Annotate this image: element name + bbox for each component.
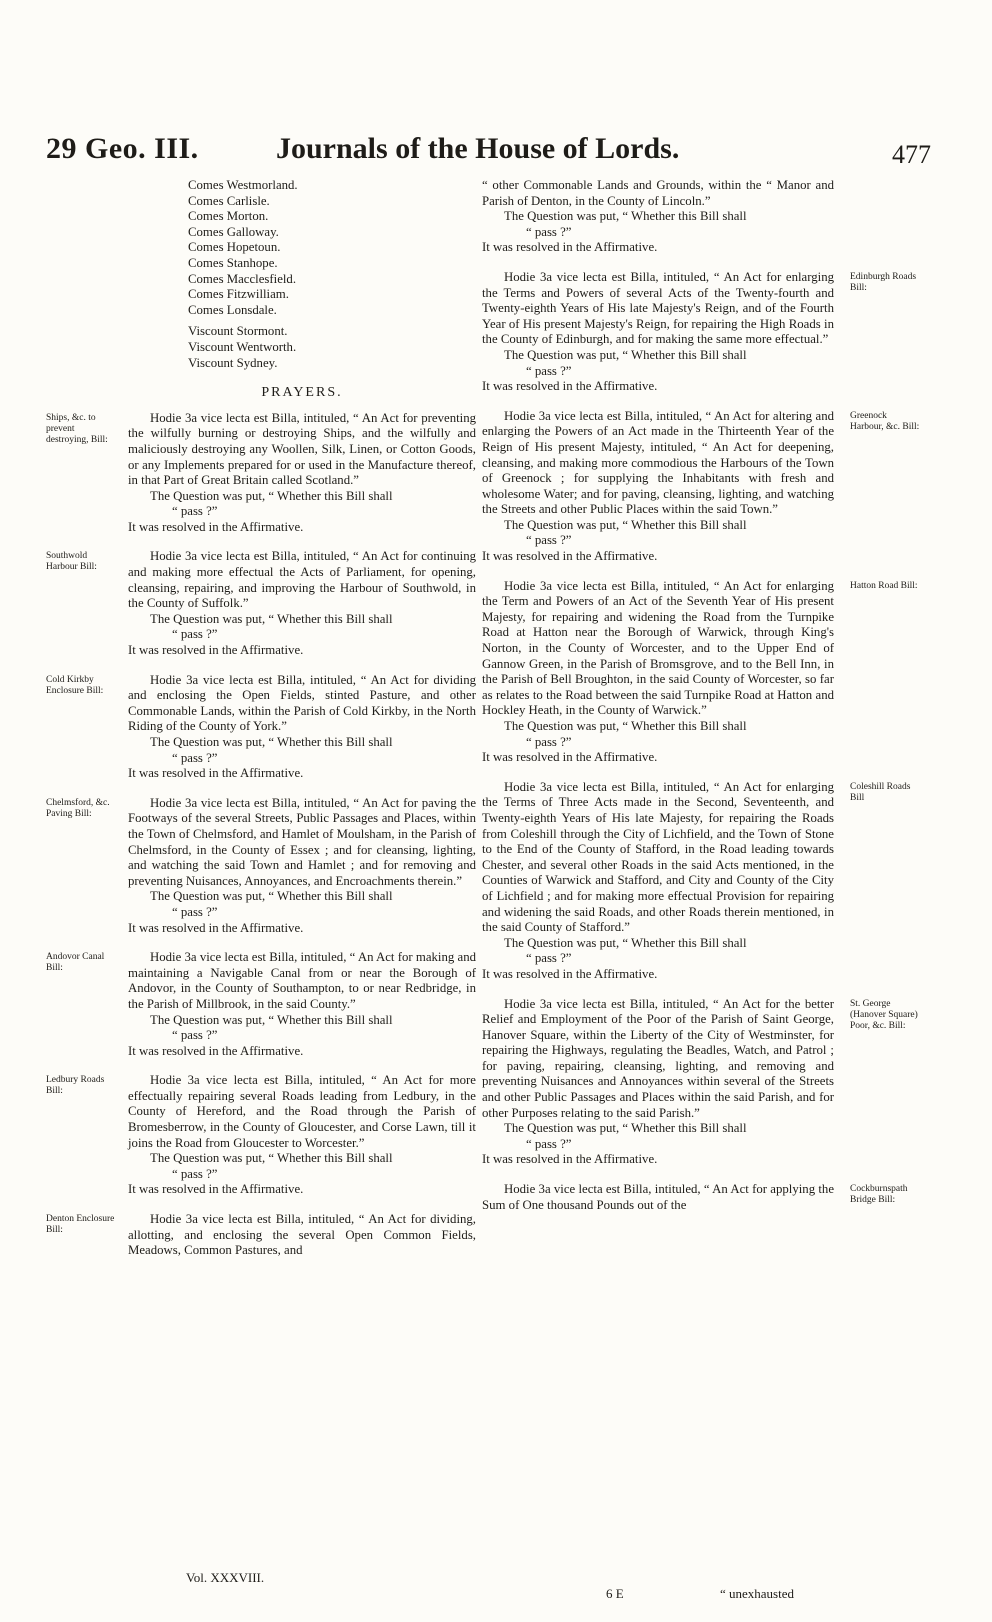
bill-entry — [482, 779, 911, 983]
name-line: Comes Carlisle. — [188, 193, 270, 208]
bill-entry — [46, 950, 476, 1059]
bill-entry — [46, 795, 476, 936]
name-line: Comes Morton. — [188, 209, 269, 224]
name-line: Comes Stanhope. — [188, 255, 278, 270]
bill-entry — [482, 269, 917, 395]
resolution: It was resolved in the Affirmative. — [128, 519, 304, 534]
margin-note: Ledbury Roads Bill: — [46, 1075, 105, 1097]
resolution: It was resolved in the Affirmative. — [482, 966, 658, 981]
bill-text: Hodie 3a vice lecta est Billa, intituled, “ An Act for altering and enlarging the Powers of an Act made in the Thirteenth Year of the Reign of His present Majesty, intituled, “ An Act for deepening, cleansing, and making more commodious the Harbours of the Town of Greenock ; for supplying the Inhabitants with fresh and wholesome Water; and for paving, cleansing, lighting, and watching the Streets and other Public Places within the said Town.” — [482, 408, 834, 517]
margin-note: Chelmsford, &c. Paving Bill: — [46, 797, 110, 819]
question-line: “ pass ?” — [526, 951, 572, 966]
catchword: “ unexhausted — [720, 1586, 795, 1601]
question-line: The Question was put, “ Whether this Bill shall — [504, 517, 747, 532]
resolution: It was resolved in the Affirmative. — [482, 379, 658, 394]
margin-note: St. George (Hanover Square) Poor, &c. Bill: — [850, 998, 918, 1031]
viscount-line: Viscount Stormont. — [188, 324, 288, 339]
bill-text: Hodie 3a vice lecta est Billa, intituled, “ An Act for applying the Sum of One thousand Pounds out of the — [482, 1182, 834, 1212]
bill-text: Hodie 3a vice lecta est Billa, intituled, “ An Act for making and maintaining a Navigable Canal from or near the Borough of Andovor, in the County of Southampton, to or near Redbridge, in the Parish of Millbrook, in the said County.” — [128, 950, 476, 1011]
question-line: The Question was put, “ Whether this Bill shall — [150, 889, 393, 904]
bill-entry — [482, 1182, 908, 1213]
margin-note: Hatton Road Bill: — [850, 580, 918, 591]
question-line: “ pass ?” — [526, 533, 572, 548]
margin-note: Coleshill Roads Bill — [850, 781, 911, 803]
bill-text: Hodie 3a vice lecta est Billa, intituled, “ An Act for dividing and enclosing the Open Fields, stinted Pasture, and other Commonable Lands, within the Parish of Cold Kirkby, in the North Riding of the County of York.” — [128, 672, 476, 734]
question-line: “ pass ?” — [526, 734, 572, 749]
bill-text: Hodie 3a vice lecta est Billa, intituled, “ An Act for the better Relief and Employment of the Poor of the Parish of Saint George, Hanover Square, within the Liberty of the City of Westminster, for repairing the Highways, regulating the Beadles, Watch, and Patrol ; for paving, repairing, cleansing, lighting, and removing and preventing Nuisances and Annoyances within several of the Streets and other Public Passages and Places within the said Parish, and for other Purposes relating to the said Parish.” — [482, 996, 834, 1120]
question-line: “ pass ?” — [172, 504, 218, 519]
question-line: “ pass ?” — [526, 224, 572, 239]
question-line: “ pass ?” — [172, 627, 218, 642]
question-line: “ pass ?” — [172, 1028, 218, 1043]
resolution: It was resolved in the Affirmative. — [482, 1152, 658, 1167]
margin-note: Edinburgh Roads Bill: — [850, 271, 917, 293]
question-line: The Question was put, “ Whether this Bill shall — [504, 1121, 747, 1136]
bill-text: “ other Commonable Lands and Grounds, within the “ Manor and Parish of Denton, in the County of Lincoln.” — [482, 178, 834, 208]
resolution: It was resolved in the Affirmative. — [482, 240, 658, 255]
resolution: It was resolved in the Affirmative. — [128, 766, 304, 781]
bill-text: Hodie 3a vice lecta est Billa, intituled, “ An Act for continuing and making more effectual the Acts of Parliament, for opening, cleansing, repairing, and improving the Harbour of Southwold, in the County of Suffolk.” — [128, 549, 476, 611]
question-line: The Question was put, “ Whether this Bill shall — [504, 935, 747, 950]
bill-text: Hodie 3a vice lecta est Billa, intituled, “ An Act for paving the Footways of the several Streets, Public Passages and Places, within the Town of Chelmsford, and Hamlet of Moulsham, in the Parish of Chelmsford, in the County of Essex ; and for cleansing, lighting, and watching the said Town and Hamlet ; and for removing and preventing Nuisances, Annoyances, and Encroachments therein.” — [128, 795, 476, 888]
name-line: Comes Hopetoun. — [188, 240, 281, 255]
margin-note: Cold Kirkby Enclosure Bill: — [46, 674, 104, 696]
bill-entry — [46, 549, 476, 658]
margin-note: Denton Enclosure Bill: — [46, 1214, 115, 1236]
bill-text: Hodie 3a vice lecta est Billa, intituled, “ An Act for enlarging the Terms and Powers of several Acts of the Twenty-fourth and Twenty-eighth Years of His late Majesty's Reign, and of the Fourth Year of His present Majesty's Reign, for repairing the High Roads in the County of Edinburgh, and for making the same more effectual.” — [482, 269, 834, 347]
question-line: The Question was put, “ Whether this Bill shall — [504, 209, 747, 224]
name-line: Comes Lonsdale. — [188, 302, 277, 317]
left-column — [46, 178, 476, 1273]
resolution: It was resolved in the Affirmative. — [482, 750, 658, 765]
question-line: The Question was put, “ Whether this Bill shall — [150, 488, 393, 503]
margin-note: Cockburnspath Bridge Bill: — [850, 1184, 908, 1206]
name-line: Comes Fitzwilliam. — [188, 287, 289, 302]
margin-note: Southwold Harbour Bill: — [46, 551, 97, 573]
bill-text: Hodie 3a vice lecta est Billa, intituled, “ An Act for dividing, allotting, and enclosing the several Open Common Fields, Meadows, Common Pastures, and — [128, 1212, 476, 1258]
bill-entry — [482, 408, 920, 565]
bill-continuation — [482, 178, 834, 256]
name-line: Comes Westmorland. — [188, 178, 298, 192]
margin-note: Ships, &c. to prevent destroying, Bill: — [46, 412, 108, 445]
bill-text: Hodie 3a vice lecta est Billa, intituled, “ An Act for enlarging the Terms of Three Acts made in the Second, Seventeenth, and Twenty-eighth Years of His late Majesty, for repairing the Roads from Coleshill through the City of Lichfield, and the Town of Stone to the End of the County of Stafford, in the Road leading towards Chester, and several other Roads in the said Acts mentioned, in the Counties of Warwick and Stafford, and City and County of the City of Lichfield ; and for making more effectual Provision for repairing and widening the said Roads, and other Roads therein mentioned, in the said County of Stafford.” — [482, 779, 834, 935]
question-line: “ pass ?” — [172, 904, 218, 919]
header-regnal-year: 29 Geo. III. — [46, 132, 199, 165]
bill-entry — [482, 578, 918, 766]
bill-entry — [46, 672, 476, 782]
bill-text: Hodie 3a vice lecta est Billa, intituled, “ An Act for preventing the wilfully burning or destroying Ships, and the wilfully and maliciously destroying any Woollen, Silk, Linen, or Cotton Goods, or any Implements prepared for or used in the Manufacture thereof, in that Part of Great Britain called Scotland.” — [128, 410, 476, 488]
resolution: It was resolved in the Affirmative. — [482, 549, 658, 564]
viscount-line: Viscount Wentworth. — [188, 339, 297, 354]
question-line: “ pass ?” — [526, 1136, 572, 1151]
volume-label: Vol. XXXVIII. — [186, 1570, 265, 1585]
viscount-line: Viscount Sydney. — [188, 355, 278, 370]
question-line: The Question was put, “ Whether this Bill shall — [504, 719, 747, 733]
resolution: It was resolved in the Affirmative. — [128, 1043, 304, 1058]
margin-note: Greenock Harbour, &c. Bill: — [850, 410, 920, 432]
question-line: The Question was put, “ Whether this Bill shall — [150, 735, 393, 749]
question-line: “ pass ?” — [526, 363, 572, 378]
question-line: “ pass ?” — [172, 750, 218, 765]
question-line: The Question was put, “ Whether this Bill shall — [150, 1012, 393, 1027]
bill-entry — [482, 996, 918, 1169]
bill-text: Hodie 3a vice lecta est Billa, intituled, “ An Act for enlarging the Term and Powers of an Act of the Seventh Year of His present Majesty, for repairing and widening the Road from the Turnpike Road at Hatton near the Borough of Warwick, through King's Norton, in the County of Worcester, and to the Upper End of Gannow Green, in the Parish of Bromsgrove, and to the Bell Inn, in the Parish of Bell Broughton, in the said County of Worcester, so far as relates to the Road between the said Turnpike Road at Hatton and Hockley Heath, in the County of Warwick.” — [482, 578, 834, 718]
header-title: Journals of the House of Lords. — [276, 132, 680, 165]
name-line: Comes Galloway. — [188, 224, 279, 239]
right-column — [482, 178, 920, 1227]
running-header — [46, 130, 946, 174]
bill-entry — [46, 1212, 476, 1259]
signature-mark: 6 E — [606, 1586, 624, 1601]
question-line: The Question was put, “ Whether this Bill shall — [150, 611, 393, 626]
margin-note: Andovor Canal Bill: — [46, 952, 105, 974]
bill-text: Hodie 3a vice lecta est Billa, intituled, “ An Act for more effectually repairing several Roads leading from Ledbury, in the County of Hereford, and the Road through the Parish of Bromesberrow, in the County of Gloucester, and Corse Lawn, till it joins the Road from Gloucester to Worcester.” — [128, 1073, 476, 1150]
prayers-heading: PRAYERS. — [261, 385, 343, 401]
page-number: 477 — [892, 140, 931, 169]
question-line: The Question was put, “ Whether this Bill shall — [504, 347, 747, 362]
question-line: The Question was put, “ Whether this Bill shall — [150, 1151, 393, 1166]
bill-entry — [46, 1073, 476, 1198]
resolution: It was resolved in the Affirmative. — [128, 643, 304, 658]
bill-entry — [46, 410, 476, 536]
attendance-list — [188, 178, 476, 371]
name-line: Comes Macclesfield. — [188, 271, 297, 286]
question-line: “ pass ?” — [172, 1166, 218, 1181]
resolution: It was resolved in the Affirmative. — [128, 920, 304, 935]
resolution: It was resolved in the Affirmative. — [128, 1182, 304, 1197]
